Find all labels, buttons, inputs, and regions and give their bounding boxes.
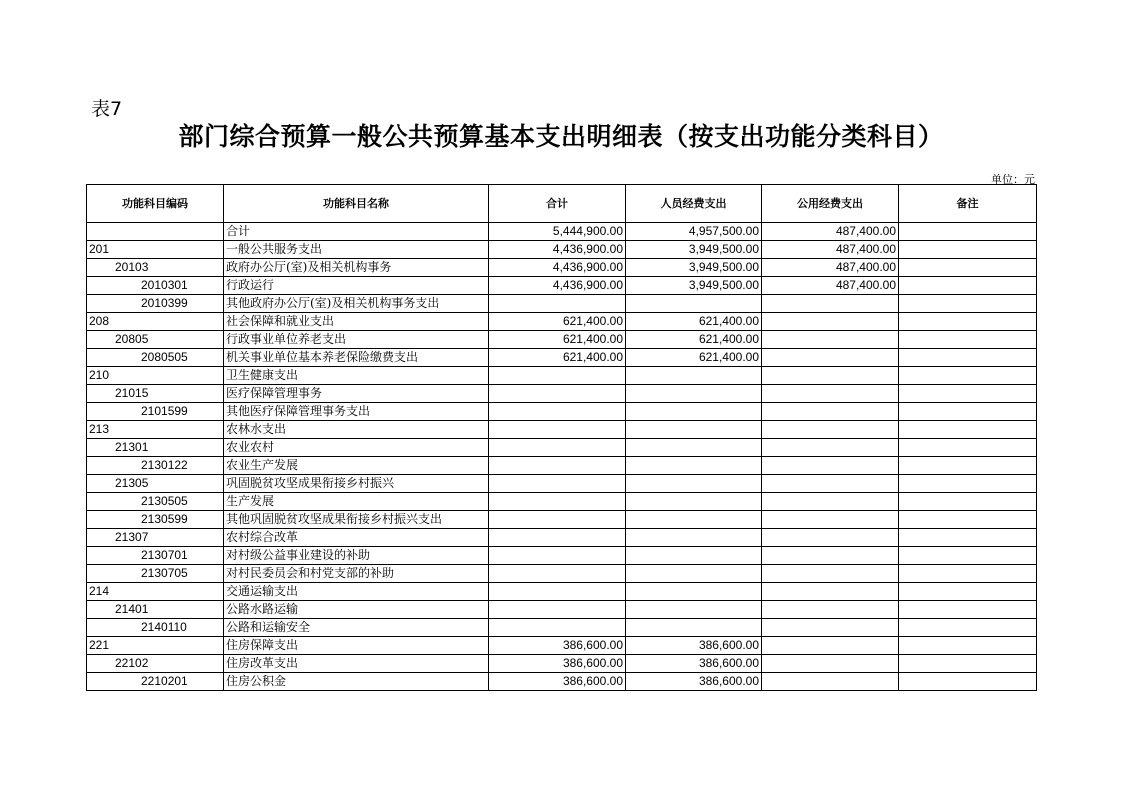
cell-note	[899, 583, 1037, 601]
cell-code: 21015	[87, 385, 224, 403]
cell-code: 2140110	[87, 619, 224, 637]
cell-personnel: 621,400.00	[626, 313, 762, 331]
cell-name: 其他医疗保障管理事务支出	[224, 403, 489, 421]
cell-note	[899, 457, 1037, 475]
cell-name: 其他政府办公厅(室)及相关机构事务支出	[224, 295, 489, 313]
cell-code: 2080505	[87, 349, 224, 367]
cell-public	[762, 583, 899, 601]
cell-public	[762, 511, 899, 529]
cell-note	[899, 673, 1037, 691]
cell-code: 2130701	[87, 547, 224, 565]
cell-public	[762, 673, 899, 691]
cell-name: 农村综合改革	[224, 529, 489, 547]
cell-note	[899, 277, 1037, 295]
cell-total	[489, 439, 626, 457]
cell-name: 政府办公厅(室)及相关机构事务	[224, 259, 489, 277]
cell-code: 2010301	[87, 277, 224, 295]
cell-personnel: 386,600.00	[626, 637, 762, 655]
header-row	[87, 185, 1037, 223]
cell-total: 621,400.00	[489, 313, 626, 331]
cell-total	[489, 385, 626, 403]
table-row	[87, 439, 1037, 457]
cell-personnel	[626, 367, 762, 385]
cell-public	[762, 295, 899, 313]
cell-personnel	[626, 475, 762, 493]
cell-personnel	[626, 547, 762, 565]
cell-personnel	[626, 439, 762, 457]
cell-personnel: 621,400.00	[626, 331, 762, 349]
cell-personnel: 386,600.00	[626, 673, 762, 691]
cell-total	[489, 295, 626, 313]
cell-note	[899, 655, 1037, 673]
cell-personnel: 3,949,500.00	[626, 277, 762, 295]
cell-code: 22102	[87, 655, 224, 673]
cell-public	[762, 547, 899, 565]
column-header-name: 功能科目名称	[224, 185, 489, 223]
cell-total	[489, 457, 626, 475]
cell-note	[899, 259, 1037, 277]
cell-name: 住房改革支出	[224, 655, 489, 673]
table-row	[87, 493, 1037, 511]
cell-personnel	[626, 493, 762, 511]
cell-name: 巩固脱贫攻坚成果衔接乡村振兴	[224, 475, 489, 493]
cell-total	[489, 619, 626, 637]
cell-note	[899, 349, 1037, 367]
table-row	[87, 475, 1037, 493]
cell-personnel	[626, 295, 762, 313]
cell-code: 2101599	[87, 403, 224, 421]
cell-total	[489, 511, 626, 529]
cell-public	[762, 637, 899, 655]
cell-name: 交通运输支出	[224, 583, 489, 601]
cell-total: 386,600.00	[489, 637, 626, 655]
table-row	[87, 565, 1037, 583]
cell-name: 机关事业单位基本养老保险缴费支出	[224, 349, 489, 367]
cell-personnel	[626, 511, 762, 529]
cell-personnel	[626, 385, 762, 403]
table-body	[87, 223, 1037, 691]
cell-personnel	[626, 601, 762, 619]
cell-code: 2130122	[87, 457, 224, 475]
cell-note	[899, 547, 1037, 565]
cell-total: 5,444,900.00	[489, 223, 626, 241]
cell-personnel	[626, 583, 762, 601]
cell-note	[899, 241, 1037, 259]
cell-note	[899, 367, 1037, 385]
cell-public: 487,400.00	[762, 241, 899, 259]
cell-code: 210	[87, 367, 224, 385]
cell-total	[489, 547, 626, 565]
cell-personnel	[626, 421, 762, 439]
table-row	[87, 277, 1037, 295]
cell-total: 386,600.00	[489, 673, 626, 691]
table-header	[87, 185, 1037, 223]
cell-total	[489, 601, 626, 619]
cell-name: 住房保障支出	[224, 637, 489, 655]
cell-public	[762, 367, 899, 385]
cell-name: 卫生健康支出	[224, 367, 489, 385]
cell-personnel: 4,957,500.00	[626, 223, 762, 241]
cell-code: 21307	[87, 529, 224, 547]
cell-name: 一般公共服务支出	[224, 241, 489, 259]
cell-name: 生产发展	[224, 493, 489, 511]
cell-public	[762, 493, 899, 511]
cell-note	[899, 637, 1037, 655]
table-row	[87, 349, 1037, 367]
cell-public	[762, 655, 899, 673]
cell-public	[762, 475, 899, 493]
cell-code: 21401	[87, 601, 224, 619]
cell-public	[762, 601, 899, 619]
cell-note	[899, 493, 1037, 511]
cell-public	[762, 403, 899, 421]
cell-total: 4,436,900.00	[489, 277, 626, 295]
cell-total: 621,400.00	[489, 349, 626, 367]
cell-public: 487,400.00	[762, 259, 899, 277]
cell-total	[489, 583, 626, 601]
cell-code: 20103	[87, 259, 224, 277]
cell-code: 2210201	[87, 673, 224, 691]
cell-name: 住房公积金	[224, 673, 489, 691]
table-row	[87, 637, 1037, 655]
cell-code: 213	[87, 421, 224, 439]
table-row	[87, 619, 1037, 637]
cell-name: 农业生产发展	[224, 457, 489, 475]
cell-public	[762, 529, 899, 547]
cell-name: 其他巩固脱贫攻坚成果衔接乡村振兴支出	[224, 511, 489, 529]
cell-code: 221	[87, 637, 224, 655]
column-header-note: 备注	[899, 185, 1037, 223]
cell-name: 对村民委员会和村党支部的补助	[224, 565, 489, 583]
column-header-public: 公用经费支出	[762, 185, 899, 223]
cell-total	[489, 529, 626, 547]
cell-total	[489, 403, 626, 421]
table-row	[87, 223, 1037, 241]
table-row	[87, 673, 1037, 691]
cell-public: 487,400.00	[762, 223, 899, 241]
cell-public	[762, 565, 899, 583]
cell-note	[899, 385, 1037, 403]
cell-total: 4,436,900.00	[489, 259, 626, 277]
cell-code	[87, 223, 224, 241]
cell-name: 医疗保障管理事务	[224, 385, 489, 403]
cell-note	[899, 439, 1037, 457]
cell-public	[762, 619, 899, 637]
column-header-total: 合计	[489, 185, 626, 223]
cell-note	[899, 223, 1037, 241]
cell-personnel	[626, 565, 762, 583]
cell-note	[899, 313, 1037, 331]
table-row	[87, 511, 1037, 529]
cell-note	[899, 529, 1037, 547]
cell-personnel	[626, 403, 762, 421]
table-row	[87, 655, 1037, 673]
cell-total	[489, 475, 626, 493]
cell-note	[899, 475, 1037, 493]
table-row	[87, 241, 1037, 259]
cell-code: 208	[87, 313, 224, 331]
cell-public	[762, 385, 899, 403]
cell-code: 2130705	[87, 565, 224, 583]
table-row	[87, 457, 1037, 475]
cell-code: 214	[87, 583, 224, 601]
page-title: 部门综合预算一般公共预算基本支出明细表（按支出功能分类科目）	[178, 122, 944, 151]
cell-public	[762, 439, 899, 457]
cell-total	[489, 421, 626, 439]
cell-note	[899, 511, 1037, 529]
table-row	[87, 259, 1037, 277]
table-row	[87, 529, 1037, 547]
table-row	[87, 295, 1037, 313]
table-row	[87, 331, 1037, 349]
cell-total	[489, 565, 626, 583]
cell-public: 487,400.00	[762, 277, 899, 295]
cell-note	[899, 601, 1037, 619]
cell-total	[489, 367, 626, 385]
cell-code: 20805	[87, 331, 224, 349]
cell-note	[899, 295, 1037, 313]
cell-code: 201	[87, 241, 224, 259]
cell-note	[899, 403, 1037, 421]
cell-name: 农林水支出	[224, 421, 489, 439]
cell-public	[762, 457, 899, 475]
cell-public	[762, 421, 899, 439]
table-row	[87, 385, 1037, 403]
table-row	[87, 367, 1037, 385]
cell-personnel	[626, 529, 762, 547]
table-row	[87, 313, 1037, 331]
cell-name: 合计	[224, 223, 489, 241]
cell-name: 公路和运输安全	[224, 619, 489, 637]
cell-note	[899, 565, 1037, 583]
table-row	[87, 547, 1037, 565]
cell-code: 2130505	[87, 493, 224, 511]
cell-code: 21305	[87, 475, 224, 493]
column-header-code: 功能科目编码	[87, 185, 224, 223]
cell-name: 行政运行	[224, 277, 489, 295]
cell-personnel: 621,400.00	[626, 349, 762, 367]
cell-name: 对村级公益事业建设的补助	[224, 547, 489, 565]
cell-personnel: 3,949,500.00	[626, 259, 762, 277]
cell-personnel	[626, 457, 762, 475]
table-row	[87, 403, 1037, 421]
table-row	[87, 583, 1037, 601]
cell-name: 公路水路运输	[224, 601, 489, 619]
cell-public	[762, 349, 899, 367]
cell-code: 2010399	[87, 295, 224, 313]
cell-name: 农业农村	[224, 439, 489, 457]
cell-total: 386,600.00	[489, 655, 626, 673]
cell-name: 社会保障和就业支出	[224, 313, 489, 331]
cell-public	[762, 313, 899, 331]
cell-note	[899, 421, 1037, 439]
unit-label: 单位：元	[991, 173, 1035, 186]
cell-total	[489, 493, 626, 511]
table-row	[87, 421, 1037, 439]
cell-public	[762, 331, 899, 349]
cell-personnel: 386,600.00	[626, 655, 762, 673]
column-header-personnel: 人员经费支出	[626, 185, 762, 223]
cell-total: 621,400.00	[489, 331, 626, 349]
cell-personnel	[626, 619, 762, 637]
table-row	[87, 601, 1037, 619]
cell-total: 4,436,900.00	[489, 241, 626, 259]
budget-detail-table	[86, 184, 1037, 691]
cell-code: 2130599	[87, 511, 224, 529]
cell-name: 行政事业单位养老支出	[224, 331, 489, 349]
cell-personnel: 3,949,500.00	[626, 241, 762, 259]
cell-note	[899, 619, 1037, 637]
cell-note	[899, 331, 1037, 349]
table-number-label: 表7	[91, 98, 123, 120]
cell-code: 21301	[87, 439, 224, 457]
